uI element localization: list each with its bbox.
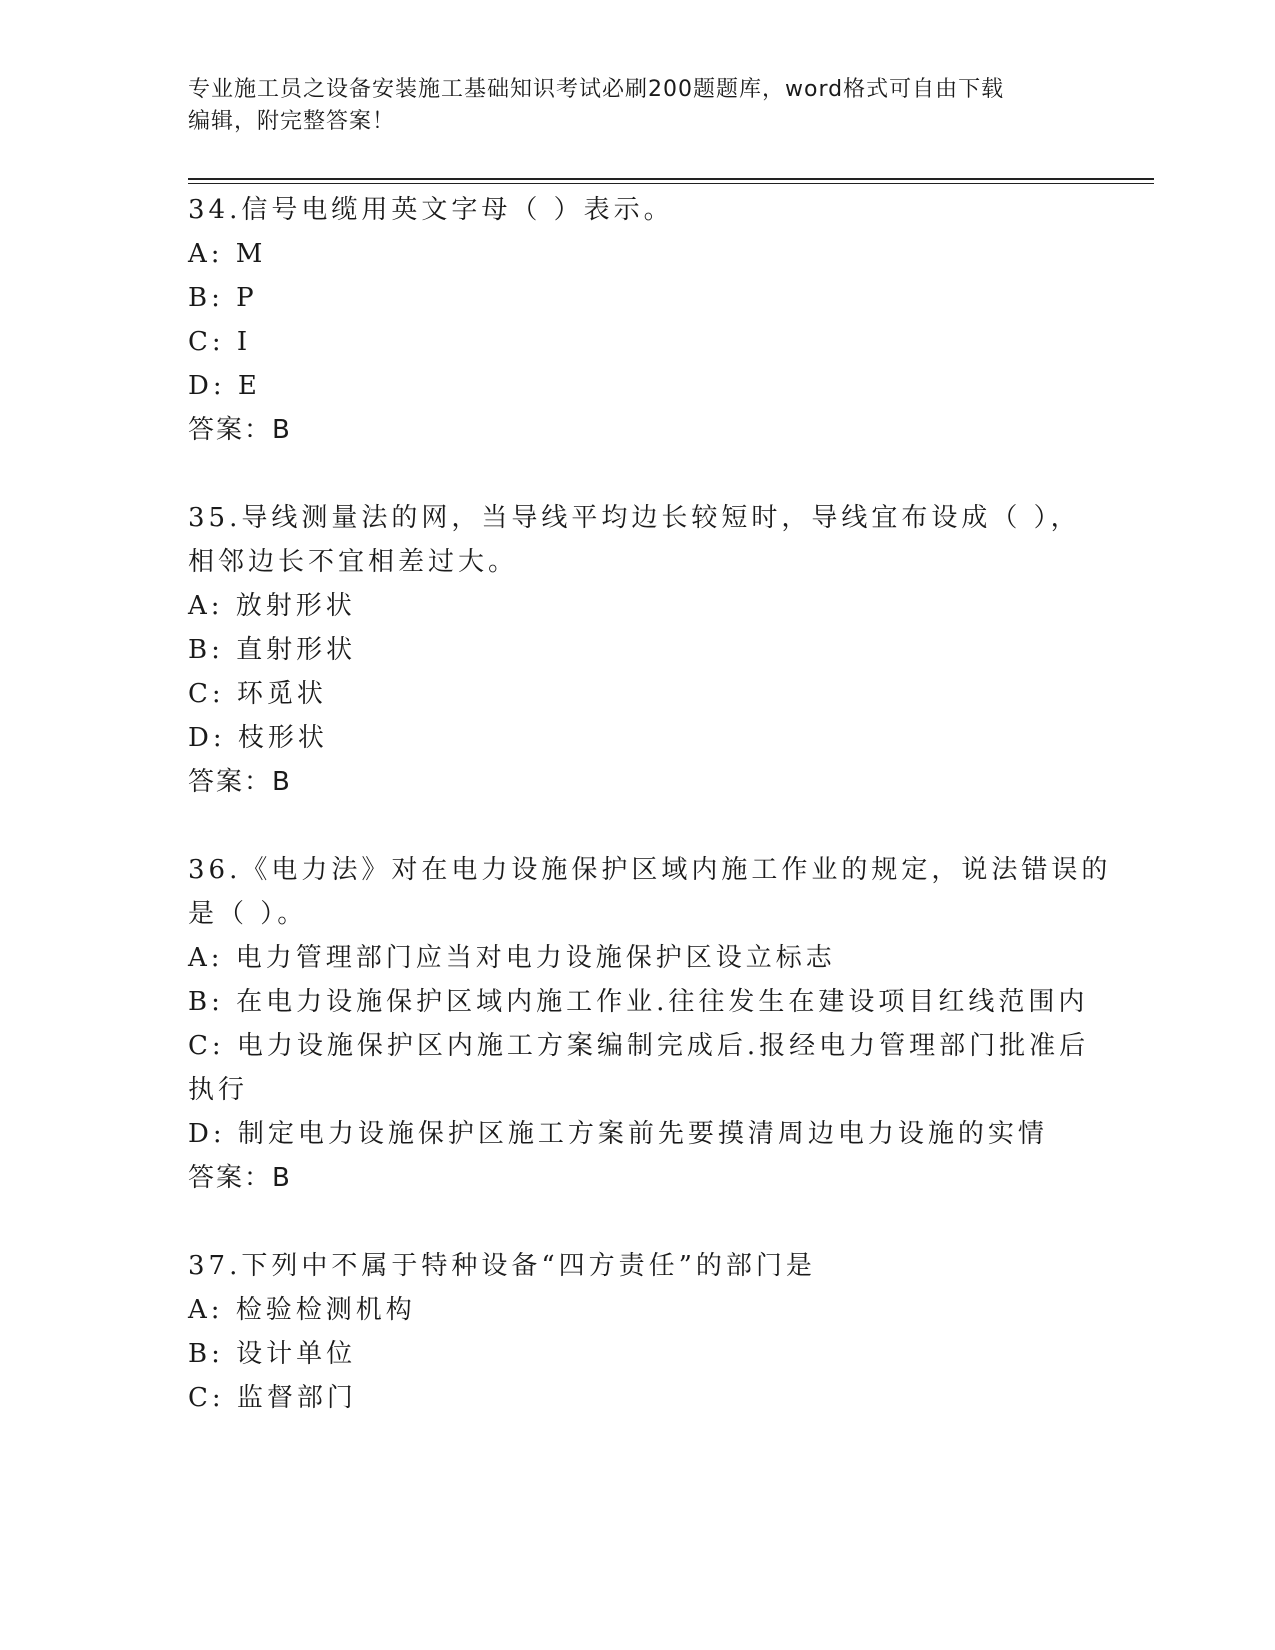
question-37-option-c: C: 监督部门: [188, 1383, 357, 1413]
question-35-answer: 答案：B: [188, 767, 292, 797]
question-34-text: 34.信号电缆用英文字母（ ）表示。: [188, 195, 674, 225]
question-34-option-c: C: I: [188, 327, 252, 357]
header-line-2: 编辑，附完整答案！: [188, 109, 396, 134]
question-36-answer: 答案：B: [188, 1163, 292, 1193]
question-35-option-b: B: 直射形状: [188, 635, 357, 665]
document-header: [188, 74, 1088, 138]
question-35-text-cont: 相邻边长不宜相差过大。: [188, 547, 519, 577]
question-34-option-a: A: M: [188, 239, 267, 269]
question-36-option-d: D: 制定电力设施保护区施工方案前先要摸清周边电力设施的实情: [188, 1119, 1048, 1149]
header-divider: [188, 178, 1154, 180]
question-36-option-c-cont: 执行: [188, 1075, 249, 1105]
question-34-option-d: D: E: [188, 371, 261, 401]
question-36-text-cont: 是（ ）。: [188, 899, 308, 929]
question-35-option-a: A: 放射形状: [188, 591, 356, 621]
question-36-option-a: A: 电力管理部门应当对电力设施保护区设立标志: [188, 943, 836, 973]
question-35-option-d: D: 枝形状: [188, 723, 328, 753]
header-divider-thin: [188, 183, 1154, 184]
question-37-option-b: B: 设计单位: [188, 1339, 357, 1369]
question-36-option-c: C: 电力设施保护区内施工方案编制完成后.报经电力管理部门批准后: [188, 1031, 1090, 1061]
question-34-answer: 答案：B: [188, 415, 292, 445]
question-37-option-a: A: 检验检测机构: [188, 1295, 416, 1325]
question-36-text: 36.《电力法》对在电力设施保护区域内施工作业的规定，说法错误的: [188, 855, 1112, 885]
header-line-1: 专业施工员之设备安装施工基础知识考试必刷200题题库，word格式可自由下载: [188, 77, 1005, 102]
question-35-text: 35.导线测量法的网，当导线平均边长较短时，导线宜布设成（ ），: [188, 503, 1081, 533]
question-35-option-c: C: 环觅状: [188, 679, 327, 709]
question-37-text: 37.下列中不属于特种设备“四方责任”的部门是: [188, 1251, 816, 1281]
question-34-option-b: B: P: [188, 283, 258, 313]
question-36-option-b: B: 在电力设施保护区域内施工作业.往往发生在建设项目红线范围内: [188, 987, 1089, 1017]
